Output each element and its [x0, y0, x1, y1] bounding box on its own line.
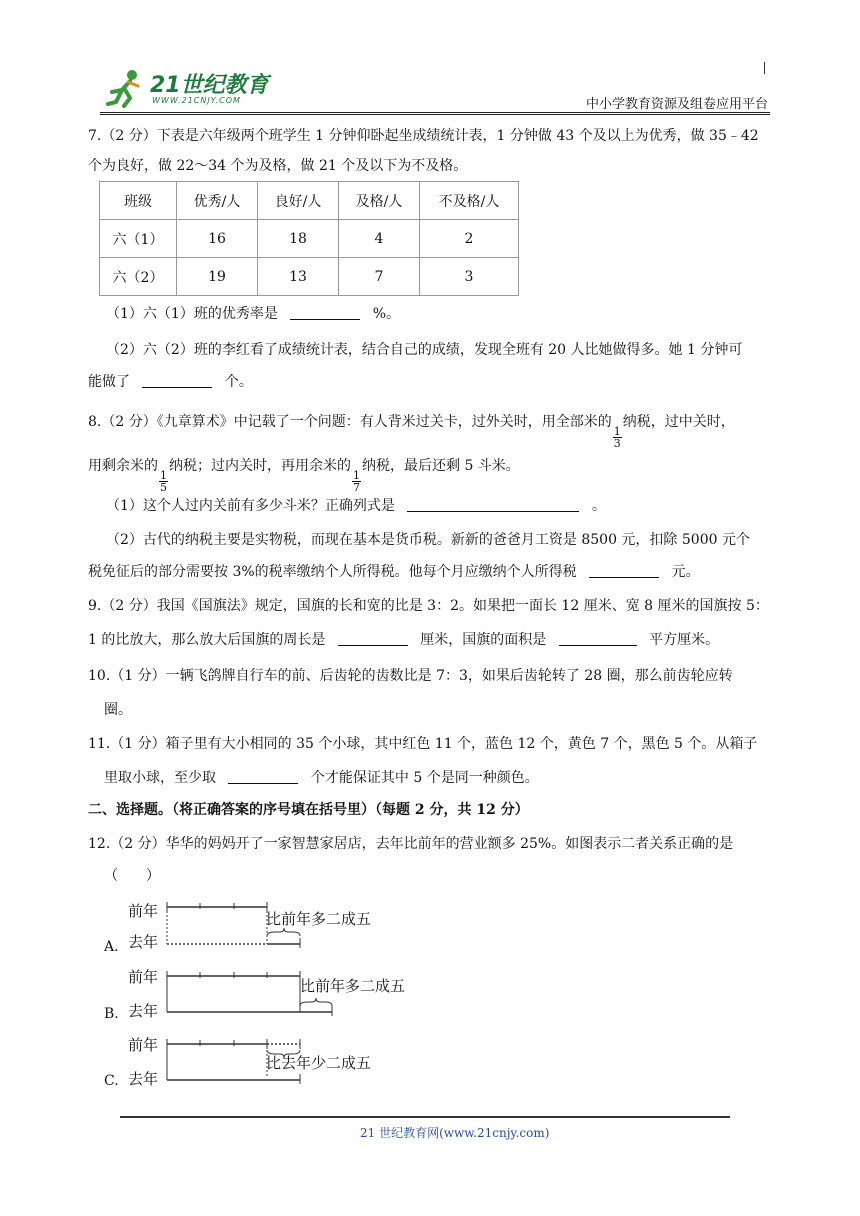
bar-label-previous: 前年	[128, 902, 159, 920]
q8-line2	[88, 456, 784, 493]
table-cell: 2	[420, 220, 519, 258]
q8-sub2-line1: （2）古代的纳税主要是实物税，而现在基本是货币税。新新的爸爸月工资是 8500 元，扣除 5000 元个	[106, 532, 750, 548]
q7-sub2-line2	[88, 372, 784, 392]
q11-text: 里取小球，至少取	[104, 770, 216, 786]
header-rule	[100, 112, 770, 115]
table-cell: 18	[258, 220, 339, 258]
fraction	[613, 426, 622, 449]
q8-sub1	[106, 496, 784, 516]
table-header-row	[100, 182, 519, 220]
table-cell: 六（2）	[100, 258, 177, 296]
table-header-cell: 及格/人	[339, 182, 420, 220]
table-cell: 16	[177, 220, 258, 258]
table-header-cell: 不及格/人	[420, 182, 519, 220]
q10-line2: 圈。	[104, 702, 132, 718]
answer-blank[interactable]	[228, 769, 298, 784]
bar-note: 比前年多二成五	[266, 910, 372, 928]
q12-line1: 12.（2 分）华华的妈妈开了一家智慧家居店，去年比前年的营业额多 25%。如图表示二者关系正确的是	[88, 836, 734, 852]
footer-text: 21 世纪教育网(www.21cnjy.com)	[360, 1126, 550, 1140]
logo-text: 21世纪教育	[150, 73, 269, 98]
table-cell: 19	[177, 258, 258, 296]
q8-text: 8.（2 分）《九章算术》中记载了一个问题：有人背米过关卡，过外关时，用全部米的	[88, 414, 612, 430]
q7-sub1-text: （1）六（1）班的优秀率是	[106, 306, 278, 322]
q7-sub1-unit: %。	[372, 306, 401, 322]
q11-line2	[104, 768, 784, 788]
q8-text: 用剩余米的	[88, 458, 158, 474]
fraction-denominator: 7	[353, 481, 360, 494]
fraction	[352, 470, 361, 493]
q9-text: 1 的比放大，那么放大后国旗的周长是	[88, 632, 326, 648]
table-cell: 7	[339, 258, 420, 296]
q9-line1: 9.（2 分）我国《国旗法》规定，国旗的长和宽的比是 3：2。如果把一面长 12 厘米、宽 8 厘米的国旗按 5：	[88, 598, 769, 614]
footer-rule	[120, 1116, 730, 1118]
q11-text: 个才能保证其中 5 个是同一种颜色。	[310, 770, 539, 786]
answer-blank[interactable]	[559, 631, 637, 646]
answer-blank[interactable]	[407, 497, 579, 512]
bar-note: 比前年多二成五	[300, 977, 406, 995]
q8-sub1-text: （1）这个人过内关前有多少斗米？正确列式是	[106, 498, 395, 514]
table-cell: 13	[258, 258, 339, 296]
table-row	[100, 220, 519, 258]
q8-line1	[88, 412, 784, 449]
header-tick	[764, 62, 765, 74]
bar-label-previous: 前年	[128, 1036, 159, 1054]
fraction-denominator: 3	[613, 437, 621, 450]
q8-text: 纳税，过中关时，	[622, 414, 735, 430]
bar-label-last: 去年	[128, 1002, 159, 1020]
logo-url: WWW.21CNJY.COM	[152, 96, 241, 105]
table-cell: 六（1）	[100, 220, 177, 258]
q7-sub2-line1: （2）六（2）班的李红看了成绩统计表，结合自己的成绩，发现全班有 20 人比她做得多。她 1 分钟可	[106, 342, 743, 358]
site-logo	[104, 66, 284, 112]
answer-blank[interactable]	[290, 305, 360, 320]
q8-text: 纳税；过内关时，再用余米的	[169, 458, 351, 474]
q12-line2: （ ）	[104, 868, 160, 884]
table-cell: 3	[420, 258, 519, 296]
option-letter: B.	[104, 1006, 119, 1022]
q9-text: 平方厘米。	[649, 632, 720, 648]
q7-line2: 个为良好，做 22～34 个为及格，做 21 个及以下为不及格。	[88, 158, 468, 174]
q8-sub2-text: 税免征后的部分需要按 3%的税率缴纳个人所得税。他每个月应缴纳个人所得税	[88, 564, 577, 580]
q11-line1: 11.（1 分）箱子里有大小相同的 35 个小球，其中红色 11 个，蓝色 12 个，黄色 7 个，黑色 5 个。从箱子	[88, 736, 758, 752]
fraction	[159, 470, 168, 493]
q7-sub2-text: 能做了	[88, 374, 130, 390]
bar-label-previous: 前年	[128, 968, 159, 986]
platform-title: 中小学教育资源及组卷应用平台	[585, 97, 768, 112]
option-letter: C.	[104, 1073, 119, 1089]
table-row	[100, 258, 519, 296]
q8-sub1-end: 。	[591, 498, 606, 514]
q8-text: 纳税，最后还剩 5 斗米。	[362, 458, 520, 474]
answer-blank[interactable]	[142, 373, 212, 388]
table-cell: 4	[339, 220, 420, 258]
q7-sub1	[106, 304, 784, 324]
bar-note: 比去年少二成五	[266, 1054, 372, 1072]
option-letter: A.	[104, 939, 119, 955]
q8-sub2-line2	[88, 562, 784, 582]
q8-sub2-unit: 元。	[671, 564, 700, 580]
answer-blank[interactable]	[338, 631, 408, 646]
header	[0, 0, 860, 120]
fraction-denominator: 5	[160, 481, 167, 494]
answer-blank[interactable]	[589, 563, 659, 578]
bar-label-last: 去年	[128, 933, 159, 951]
bar-label-last: 去年	[128, 1070, 159, 1088]
score-table	[99, 181, 519, 296]
q9-line2	[88, 630, 784, 650]
table-header-cell: 优秀/人	[177, 182, 258, 220]
fraction-numerator: 1	[353, 469, 360, 482]
table-header-cell: 良好/人	[258, 182, 339, 220]
q7-sub2-unit: 个。	[224, 374, 253, 390]
table-header-cell: 班级	[100, 182, 177, 220]
q10-line1: 10.（1 分）一辆飞鸽牌自行车的前、后齿轮的齿数比是 7：3，如果后齿轮转了 28 圈，那么前齿轮应转	[88, 668, 733, 684]
fraction-numerator: 1	[613, 425, 621, 438]
fraction-numerator: 1	[160, 469, 167, 482]
q7-line1: 7.（2 分）下表是六年级两个班学生 1 分钟仰卧起坐成绩统计表，1 分钟做 43 个及以上为优秀，做 35﹣42	[88, 128, 759, 144]
runner-icon	[106, 68, 146, 108]
q9-text: 厘米，国旗的面积是	[420, 632, 547, 648]
section-heading: 二、选择题。（将正确答案的序号填在括号里）（每题 2 分，共 12 分）	[88, 802, 529, 818]
